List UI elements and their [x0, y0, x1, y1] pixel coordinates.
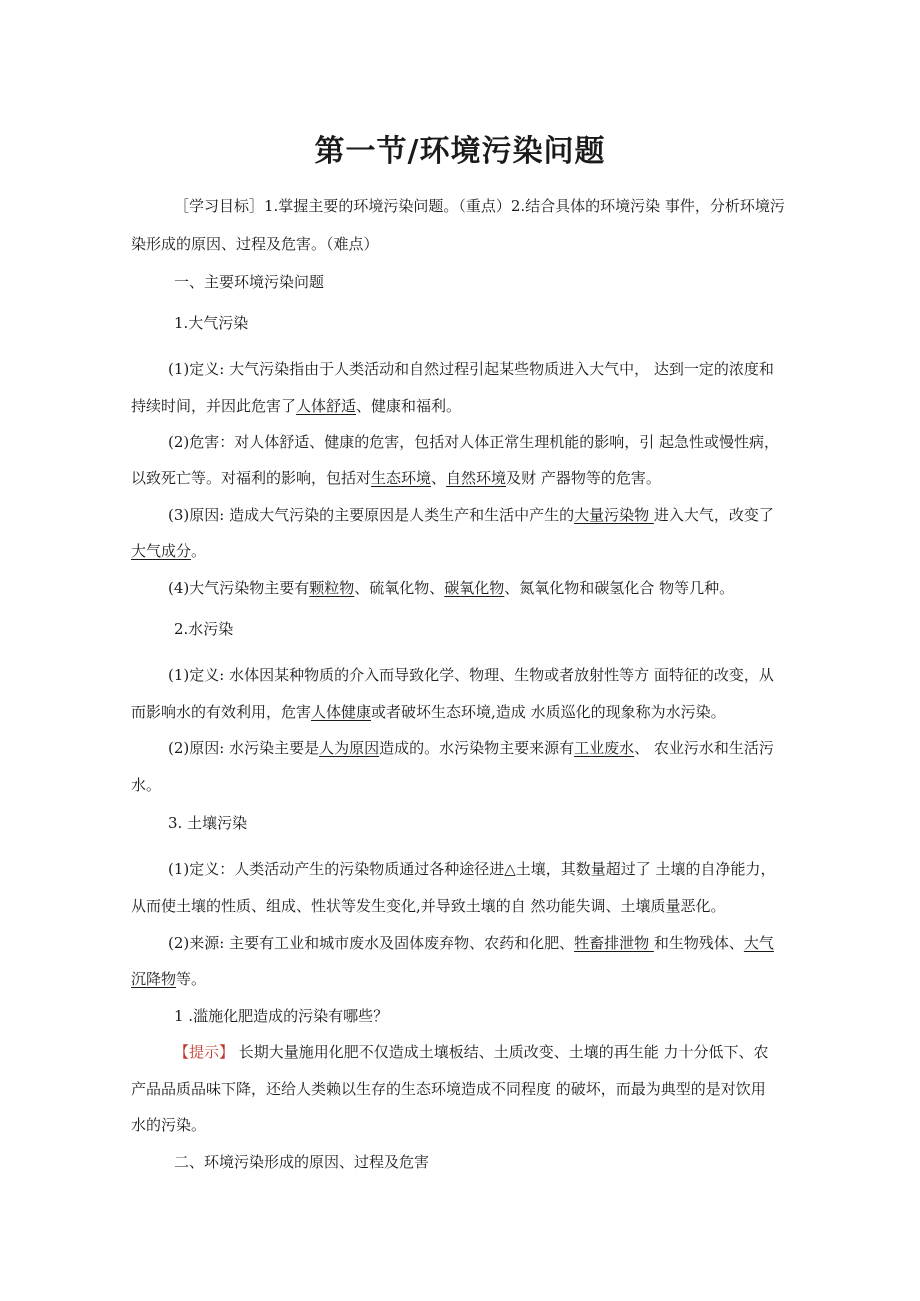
underlined-term: 大气 — [743, 934, 774, 952]
water-definition-line-1: (1)定义: 水体因某种物质的介入而导致化学、物理、生物或者放射性等方 面特征的改变，从 — [168, 666, 774, 684]
underlined-term: 牲畜排泄物 — [574, 934, 654, 952]
text-segment: 长期大量施用化肥不仅造成土壤板结、土质改变、土壤的再生能 力十分低下、农 — [234, 1043, 769, 1061]
text-segment: 而影响水的有效利用，危害 — [131, 703, 312, 721]
learning-goals-line-1: ［学习目标］1.掌握主要的环境污染问题。（重点）2.结合具体的环境污染 事件，分析环境污 — [174, 197, 785, 215]
section-2-heading: 二、环境污染形成的原因、过程及危害 — [174, 1153, 430, 1171]
water-definition-line-2 — [131, 702, 726, 722]
hint-line-1 — [174, 1042, 769, 1062]
air-definition-line-2 — [131, 396, 461, 416]
question-text: 1 .滥施化肥造成的污染有哪些？ — [174, 1007, 389, 1025]
text-segment: 持续时间，并因此危害了 — [131, 397, 297, 415]
text-segment: (2)原因: 水污染主要是 — [168, 739, 320, 757]
text-segment: 及财 产器物等的危害。 — [506, 469, 661, 487]
text-segment: (4)大气污染物主要有 — [168, 579, 310, 597]
text-segment: (2)来源: 主要有工业和城市废水及固体废弃物、农药和化肥、 — [168, 934, 575, 952]
air-pollution-heading: 1.大气污染 — [174, 314, 249, 332]
underlined-term: 大量污染物 — [574, 506, 654, 524]
text-segment: 、 — [431, 469, 447, 487]
soil-definition-line-2: 从而使土壤的性质、组成、性状等发生变化,并导致土壤的自 然功能失调、土壤质量恶化。 — [131, 897, 726, 915]
soil-source-line-2 — [131, 969, 206, 989]
section-1-heading: 一、主要环境污染问题 — [174, 273, 325, 291]
underlined-term: 生态环境 — [371, 469, 432, 487]
hint-line-2: 产品品质品味下降，还给人类赖以生存的生态环境造成不同程度 的破坏，而最为典型的是对饮用 — [131, 1080, 766, 1098]
underlined-term: 人体舒适 — [296, 397, 357, 415]
underlined-term: 大气成分 — [131, 542, 192, 560]
water-cause-line-2: 水。 — [131, 776, 162, 794]
underlined-term: 人为原因 — [319, 739, 380, 757]
text-segment: 、 农业污水和生活污 — [634, 739, 774, 757]
air-harm-line-2 — [131, 468, 661, 488]
air-harm-line-1: (2)危害：对人体舒适、健康的危害，包括对人体正常生理机能的影响，引 起急性或慢性病， — [168, 433, 780, 451]
air-definition-line-1: (1)定义: 大气污染指由于人类活动和自然过程引起某些物质进入大气中， 达到一定的浓度和 — [168, 360, 774, 378]
soil-source-line-1 — [168, 933, 774, 953]
text-segment: 、健康和福利。 — [356, 397, 462, 415]
text-segment: 或者破坏生态环境,造成 水质巡化的现象称为水污染。 — [371, 703, 726, 721]
soil-pollution-heading: 3. 土壤污染 — [168, 814, 248, 832]
hint-label: 【提示】 — [174, 1043, 235, 1061]
text-segment: 。 — [191, 542, 207, 560]
text-segment: 、氮氧化物和碳氢化合 物等几种。 — [504, 579, 735, 597]
underlined-term: 碳氧化物 — [444, 579, 505, 597]
text-segment: 造成的。水污染物主要来源有 — [379, 739, 575, 757]
text-segment: 、硫氧化物、 — [354, 579, 445, 597]
underlined-term: 沉降物 — [131, 970, 177, 988]
air-pollutants-line — [168, 578, 734, 598]
water-pollution-heading: 2.水污染 — [174, 620, 234, 638]
air-cause-line-1 — [168, 505, 774, 525]
hint-line-3: 水的污染。 — [131, 1116, 207, 1134]
text-segment: 以致死亡等。对福利的影响，包括对 — [131, 469, 372, 487]
underlined-term: 工业废水 — [574, 739, 635, 757]
soil-definition-line-1: (1)定义：人类活动产生的污染物质通过各种途径进△土壤，其数量超过了 土壤的自净能力， — [168, 860, 776, 878]
text-segment: (3)原因: 造成大气污染的主要原因是人类生产和生活中产生的 — [168, 506, 575, 524]
underlined-term: 自然环境 — [446, 469, 507, 487]
water-cause-line-1 — [168, 738, 774, 758]
air-cause-line-2 — [131, 541, 206, 561]
underlined-term: 颗粒物 — [309, 579, 355, 597]
text-segment: 和生物残体、 — [653, 934, 744, 952]
text-segment: 等。 — [176, 970, 207, 988]
learning-goals-line-2: 染形成的原因、过程及危害。（难点） — [131, 235, 379, 253]
page-title: 第一节/环境污染问题 — [314, 134, 606, 169]
underlined-term: 人体健康 — [311, 703, 372, 721]
text-segment: 进入大气，改变了 — [653, 506, 774, 524]
